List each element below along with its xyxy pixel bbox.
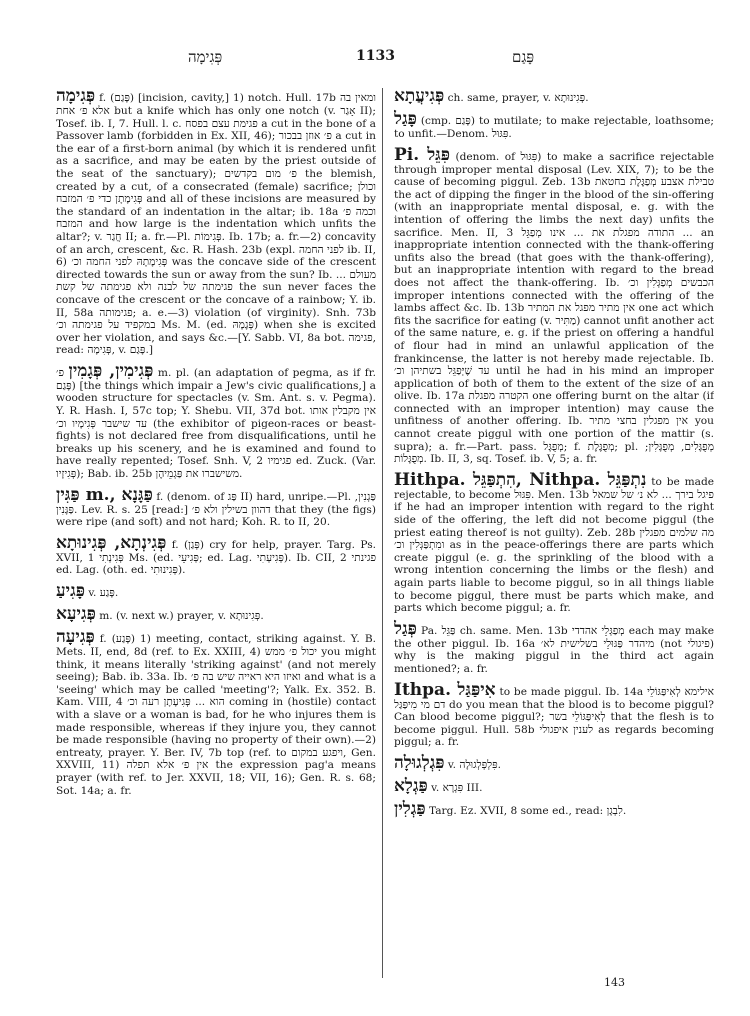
dictionary-entry <box>394 752 714 773</box>
dictionary-entry <box>394 618 714 676</box>
entry-headword: פִּגְלְגוּלָה <box>394 752 445 773</box>
dictionary-entry <box>56 484 376 529</box>
dictionary-entry <box>394 111 714 141</box>
entry-definition: f. (פְּגַן) cry for help, prayer. Targ. Ps. XVII, 1 פְּגִינְתִי Ms. (ed. פְּגִיעֵי; ed. Lag. פְּגִיעְתִי). Ib. CII, 2 פגינתי ed. Lag. (oth. ed. פְּגִינוּתִי). <box>56 538 376 577</box>
entry-headword: פְּגִימִין, פְּגָמִין <box>68 360 154 381</box>
dictionary-entry <box>394 775 714 796</box>
entry-headword: פְּגִינְתָא, פְּגִינוּתָא <box>56 532 167 553</box>
dictionary-entry <box>394 469 714 615</box>
entry-definition: f. (פָּגַע) 1) meeting, contact, striking against. Y. B. Mets. II, end, 8d (ref. to Ex. XXIII, 4) יכול פ׳ ממש you might think, it means literally 'striking against' (and not merely seeing); Bab. ib. 33a. Ib. ואיזו היא ראייה שיש בה פ׳ and what is a 'seeing' which may be called 'meeting'?; Yalk. Ex. 352. B. Kam. VIII, 4 הוא ... פְּגִיעָתָן רעה וכ׳ coming in (hostile) contact with a slave or a woman is bad, for he who injures them is made responsible, whereas if they injure you, they cannot be made responsible (having no property of their own).—2) entreaty, prayer. Y. Ber. IV, 7b top (ref. to ויפגע במקום, Gen. XXVIII, 11) אין פ׳ אלא תפלה the expression pag'a means prayer (with ref. to Jer. XXVII, 18; VII, 16); Gen. R. s. 68; Sot. 14a; a. fr. <box>56 633 376 797</box>
dictionary-entry <box>56 606 376 623</box>
dictionary-entry <box>394 679 714 749</box>
entry-definition: f. (פָּגַם) [incision, cavity,] 1) notch. Hull. 17b ומאין בה אלא פ׳ אחת but a knife which has only one notch (v. אָגַר II); Tosef. ib. I, 7. Hull. l. c. פגימת עצם בפסח a cut in the bone of a Passover lamb (forbidden in Ex. XII, 46); פ׳ אוזן בבכור a cut in the ear of a first-born animal (by which it is rendered unfit as a sacrifice, and may be eaten by the priest outside of the seat of the sanctuary); פ׳ מום בקדשים the blemish, created by a cut, of a consecrated (female) sacrifice; וכולן פְּגִימָתָן כדי פ׳ המזבח and all of these incisions are measured by the standard of an indentation in the altar; ib. 18a וכמה פ׳ המזבח and how large is the indentation which unfits the altar?; v. חֲגַר II; a. fr.—Pl. פְּגִימוֹת. Ib. 17b; a. fr.—2) concavity of an arch, crescent, &c. R. Hash. 23b (expl. לפני החמה ib. II, 6) פְּגִימָתָהּ לפני החמה וכ׳ was the concave side of the crescent directed towards the sun or away from the sun? Ib. מעולם ... פגימתה של לבנה ולא פגימתה של קשת the sun never faces the concave of the crescent or the concave of a rainbow; Y. ib. II, 58a פגימותה; a. e.—3) violation (of virginity). Snh. 73b במקפיד על פגימתה וכ׳ Ms. M. (ed. פְּגָמָהּ) when she is excited over her violation, and says &c.—[Y. Sabb. VI, 8a bot. פגימה, read: פְּגִימָה, v. פָּגַם.] <box>56 92 376 357</box>
entry-headword: Ithpa. אִיפַּגַּל <box>394 679 496 700</box>
entry-definition: Targ. Ez. XVII, 8 some ed., read: לִבְגָן. <box>428 804 627 817</box>
column-divider <box>382 88 383 978</box>
dictionary-entry <box>56 532 376 577</box>
entry-definition: to be made rejectable, to become פִּגּוּל. Men. 13b פיגל בירך ... לא נ׳ של שמאל if he had an improper intention with regard to the right side of the offering, the left did not become piggul (the priest eating thereof is not guilty). Zeb. 28b מה שלמים מפגלין ומִתְפַּגְּלִין וכ׳ as in the peace-offerings there are parts which create piggul (e. g. the sprinkling of the blood with a wrong intention concerning the limbs or the flesh) and again parts liable to become piggul, so in all things liable to become piggul, there must be parts which make, and parts which become piggul; a. fr. <box>394 475 714 615</box>
entry-headword: Hithpa. הִתְפַּגֵּל, Nithpa. נִתְפַּגֵּל <box>394 469 647 490</box>
dictionary-entry <box>56 88 376 357</box>
entry-definition: v. פִּלְפְּלְגוּלָה. <box>447 758 502 771</box>
right-column <box>394 88 714 988</box>
dictionary-entry <box>56 360 376 481</box>
dictionary-entry <box>394 144 714 466</box>
entry-headword: פָּגִיעַ <box>56 581 85 601</box>
header-left-catchword: פְּגִימָה <box>188 48 223 66</box>
entry-headword: פְּגִיעָא <box>56 604 96 624</box>
left-column <box>56 88 376 988</box>
header-right-catchword: פָּגַם <box>512 48 535 66</box>
entry-definition: Pa. פַּגֵּל ch. same. Men. 13b מְפַגְּלֵי אהדדי each may make the other piggul. Ib. 16a מיהדר פַּגּוּלֵי בשלישית לא׳ (not פיגולי) why is the making piggul in the third act again mentioned?; a. fr. <box>394 624 714 675</box>
entry-definition: פ׳ m. pl. (an adaptation of pegma, as if fr. פָּגַם) [the things which impair a Jew's civic qualifications,] a wooden structure for spectacles (v. Sm. Ant. s. v. Pegma). Y. R. Hash. I, 57c top; Y. Shebu. VII, 37d bot. אין מקבלין אותו עד שישבר פְּגִימָיו וכ׳ (the exhibitor of pigeon-races or beast-fights) is not declared free from disqualifications, until he breaks up his scenery, and he is examined and found to have really repented; Tosef. Snh. V, 2 פגימיו ed. Zuck. (Var. פְּגִיזָיו); Bab. ib. 25b משישברו את פַּגְמֵיהֶן. <box>56 366 376 481</box>
entry-definition: m. (v. next w.) prayer, v. פְּגִינוּתָא. <box>99 610 264 622</box>
entry-definition: f. (denom. of פַּג II) hard, unripe.—Pl. פַּגְנִין, פַּגָּנִין. Lev. R. s. 25 [read:] דהוון בשילין ולא פ׳ that they (the figs) were ripe (and soft) and not hard; Koh. R. to II, 20. <box>56 490 376 529</box>
entry-definition: ch. same, prayer, v. פְּגִינוּתָא. <box>447 92 589 104</box>
dictionary-entry <box>56 629 376 797</box>
entry-definition: to be made piggul. Ib. 14a אילימא לְאִיפַּגּוֹלֵי דם מי מִיפַּגַּל do you mean that the blood is to become piggul? Can blood become piggul?; לְאִיפַּגּוֹלֵי בשר that the flesh is to become piggul. Hull. 58b לענין איפגולי as regards becoming piggul; a. fr. <box>394 685 714 749</box>
entry-definition: (denom. of פִּגּוּל) to make a sacrifice rejectable through improper mental disposal (Lev. XIX, 7); to be the cause of becoming piggul. Zeb. 13b טבילת אצבע מְפַגֶּלֶת בחטאת the act of dipping the finger in the blood of the sin-offering (with an inappropriate mental disposal, e. g. with the intention of offering the limbs the next day) unfits the sacrifice. Men. II, 3 התודה מפגלת את ... אינו מְפַגֵּל ... an inappropriate intention connected with the thank-offering unfits also the bread (that goes with the thank-offering), but an inappropriate intention with regard to the bread does not affect the thank-offering. Ib. הכבשים מְפַגְּלִין וכ׳ improper intentions connected with the offering of the lambs affect &c. Ib. 13b אין מתיר מפגל את המתיר one act which fits the sacrifice for eating (v. מַתִּיר) cannot unfit another act of the same nature, e. g. if the priest on offering a handful of flour had in mind an unlawful application of the frankincense, the latter is not hereby made rejectable. Ib. עד שֶׁיְּפַגֵּל בשתיהן וכ׳ until he had in his mind an improper application of both of them to the extent of the size of an olive. Ib. 17a הקטרה מפגלת one offering burnt on the altar (if connected with an improper intention) may cause the unfitness of another offering. Ib. אין מפגלין בחצי מתיר you cannot create piggul with one portion of the mattir (s. supra); a. fr.—Part. pass. מְפֻגָּל; f. מְפֻגֶּלֶת; pl. מְפֻגָּלִים, מְפֻגָּלִין; מְפֻגָּלוֹת. Ib. II, 3, sq. Tosef. ib. V, 5; a. fr. <box>394 150 714 466</box>
entry-headword: פַּגְלִין <box>394 798 426 819</box>
dictionary-entry <box>394 88 714 105</box>
entry-headword: פַּגִּין m., פַּגָּנָא <box>56 484 153 505</box>
entry-definition: v. פָּגַע. <box>88 587 119 599</box>
entry-headword: פַּגְלָא <box>394 775 428 796</box>
footer-page-number: 143 <box>604 976 625 989</box>
entry-definition: v. פִּגְרָא III. <box>431 781 483 794</box>
entry-headword: Pi. פִּגֵּל <box>394 144 450 165</box>
entry-headword: פְּגִיעָה <box>56 627 95 647</box>
entry-definition: (cmp. פָּגַם) to mutilate; to make rejectable, loathsome; to unfit.—Denom. פִּגּוּל. <box>394 115 714 140</box>
page-header <box>0 48 750 74</box>
entry-headword: פָּגַל <box>394 109 417 129</box>
entry-headword: פְּגַל <box>394 618 417 639</box>
dictionary-entry <box>394 798 714 819</box>
entry-headword: פְּגִימָה <box>56 88 96 106</box>
entry-headword: פְּגִיעֲתָא <box>394 88 445 106</box>
header-page-number: 1133 <box>356 48 395 64</box>
dictionary-entry <box>56 583 376 600</box>
